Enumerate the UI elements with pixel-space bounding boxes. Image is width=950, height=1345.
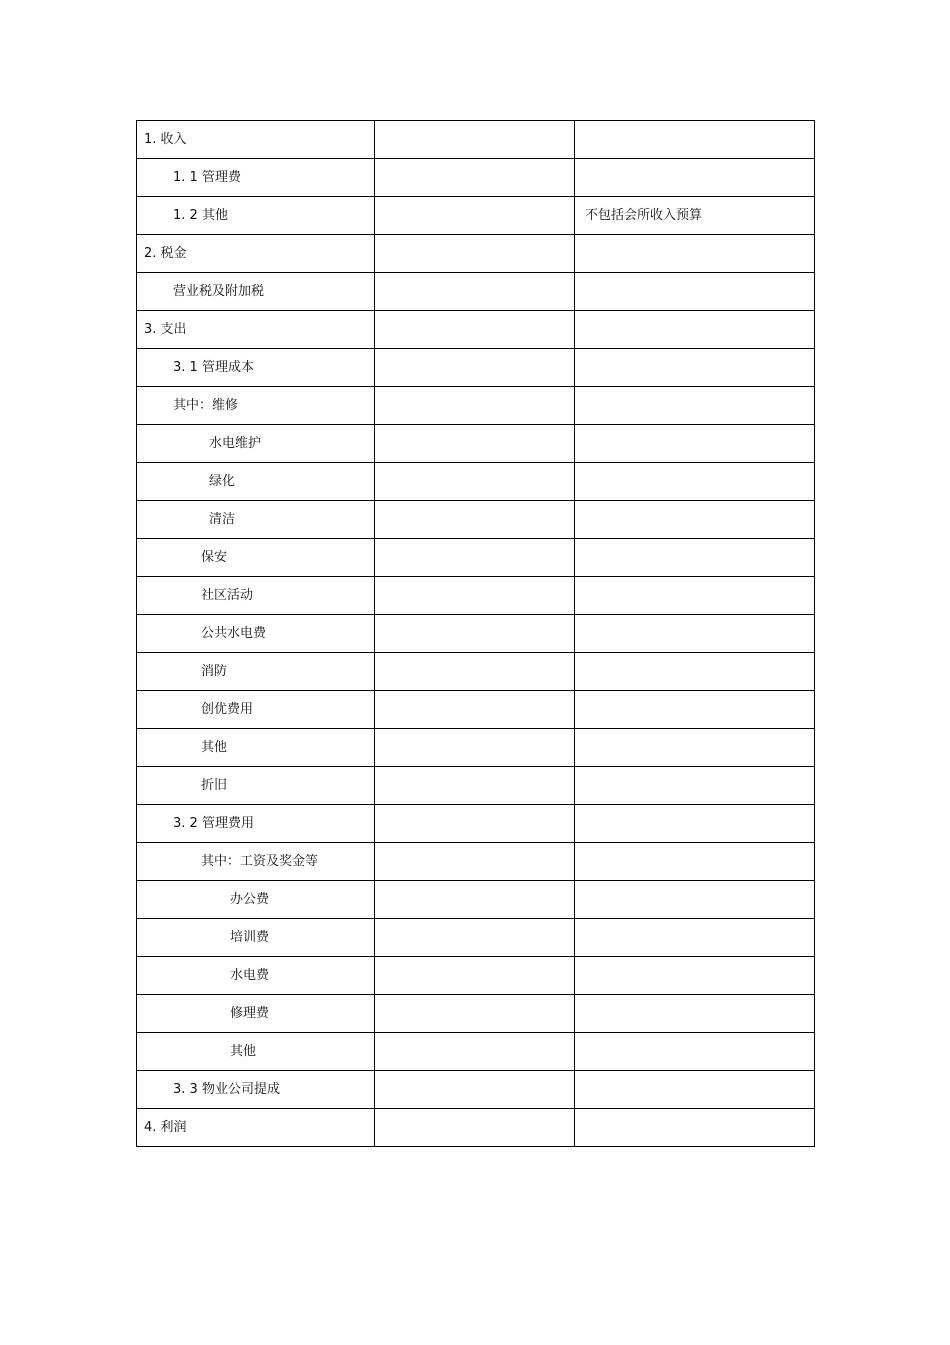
table-row: [137, 463, 815, 501]
table-row: [137, 539, 815, 577]
row-label-cell: 水电费: [137, 957, 375, 995]
row-label-cell: 其中：维修: [137, 387, 375, 425]
row-value-cell: [375, 539, 575, 577]
row-note-cell: [575, 767, 815, 805]
row-label-cell: 2. 税金: [137, 235, 375, 273]
table-row: [137, 691, 815, 729]
row-value-cell: [375, 1109, 575, 1147]
row-note-cell: [575, 121, 815, 159]
table-row: [137, 957, 815, 995]
row-value-cell: [375, 805, 575, 843]
row-label-cell: 消防: [137, 653, 375, 691]
table-row: [137, 197, 815, 235]
row-note-cell: [575, 615, 815, 653]
table-row: [137, 387, 815, 425]
row-note-cell: [575, 387, 815, 425]
row-label-cell: 水电维护: [137, 425, 375, 463]
row-note-cell: [575, 539, 815, 577]
table-row: [137, 1071, 815, 1109]
row-label-cell: 培训费: [137, 919, 375, 957]
row-value-cell: [375, 387, 575, 425]
row-value-cell: [375, 995, 575, 1033]
row-value-cell: [375, 881, 575, 919]
table-row: [137, 767, 815, 805]
table-row: [137, 425, 815, 463]
row-note-cell: [575, 463, 815, 501]
table-row: [137, 919, 815, 957]
budget-table-body: [137, 121, 815, 1147]
row-note-cell: [575, 235, 815, 273]
table-row: [137, 235, 815, 273]
table-row: [137, 501, 815, 539]
row-value-cell: [375, 1071, 575, 1109]
row-label-cell: 1. 收入: [137, 121, 375, 159]
row-value-cell: [375, 273, 575, 311]
row-value-cell: [375, 957, 575, 995]
table-row: [137, 881, 815, 919]
row-label-cell: 其中：工资及奖金等: [137, 843, 375, 881]
row-label-cell: 3. 1 管理成本: [137, 349, 375, 387]
row-label-cell: 创优费用: [137, 691, 375, 729]
row-label-cell: 3. 3 物业公司提成: [137, 1071, 375, 1109]
row-note-cell: [575, 501, 815, 539]
row-value-cell: [375, 691, 575, 729]
row-label-cell: 绿化: [137, 463, 375, 501]
row-label-cell: 保安: [137, 539, 375, 577]
table-row: [137, 273, 815, 311]
row-value-cell: [375, 767, 575, 805]
table-row: [137, 805, 815, 843]
table-row: [137, 311, 815, 349]
row-note-cell: [575, 1071, 815, 1109]
row-note-cell: [575, 653, 815, 691]
row-value-cell: [375, 501, 575, 539]
row-label-cell: 办公费: [137, 881, 375, 919]
row-label-cell: 4. 利润: [137, 1109, 375, 1147]
row-note-cell: [575, 729, 815, 767]
row-label-cell: 其他: [137, 729, 375, 767]
row-value-cell: [375, 349, 575, 387]
row-value-cell: [375, 577, 575, 615]
row-value-cell: [375, 235, 575, 273]
table-row: [137, 653, 815, 691]
table-row: [137, 1109, 815, 1147]
row-label-cell: 公共水电费: [137, 615, 375, 653]
row-label-cell: 营业税及附加税: [137, 273, 375, 311]
row-note-cell: [575, 995, 815, 1033]
row-note-cell: [575, 273, 815, 311]
row-note-cell: [575, 805, 815, 843]
table-row: [137, 577, 815, 615]
row-label-cell: 社区活动: [137, 577, 375, 615]
row-label-cell: 清洁: [137, 501, 375, 539]
row-value-cell: [375, 843, 575, 881]
row-note-cell: [575, 919, 815, 957]
row-label-cell: 修理费: [137, 995, 375, 1033]
row-value-cell: [375, 463, 575, 501]
row-label-cell: 折旧: [137, 767, 375, 805]
table-row: [137, 1033, 815, 1071]
row-label-cell: 其他: [137, 1033, 375, 1071]
row-label-cell: 1. 2 其他: [137, 197, 375, 235]
row-note-cell: [575, 311, 815, 349]
row-value-cell: [375, 653, 575, 691]
row-note-cell: [575, 843, 815, 881]
row-label-cell: 3. 2 管理费用: [137, 805, 375, 843]
row-note-cell: [575, 1033, 815, 1071]
table-row: [137, 121, 815, 159]
row-value-cell: [375, 121, 575, 159]
table-row: [137, 729, 815, 767]
table-row: [137, 995, 815, 1033]
budget-table: [136, 120, 815, 1147]
row-note-cell: [575, 691, 815, 729]
table-row: [137, 843, 815, 881]
row-value-cell: [375, 159, 575, 197]
row-note-cell: 不包括会所收入预算: [575, 197, 815, 235]
table-row: [137, 349, 815, 387]
row-note-cell: [575, 425, 815, 463]
row-value-cell: [375, 919, 575, 957]
row-value-cell: [375, 1033, 575, 1071]
table-row: [137, 615, 815, 653]
row-note-cell: [575, 957, 815, 995]
row-label-cell: 1. 1 管理费: [137, 159, 375, 197]
row-value-cell: [375, 615, 575, 653]
table-row: [137, 159, 815, 197]
row-value-cell: [375, 425, 575, 463]
row-note-cell: [575, 1109, 815, 1147]
row-note-cell: [575, 159, 815, 197]
row-note-cell: [575, 577, 815, 615]
row-value-cell: [375, 311, 575, 349]
row-note-cell: [575, 881, 815, 919]
row-value-cell: [375, 197, 575, 235]
row-label-cell: 3. 支出: [137, 311, 375, 349]
row-note-cell: [575, 349, 815, 387]
row-value-cell: [375, 729, 575, 767]
